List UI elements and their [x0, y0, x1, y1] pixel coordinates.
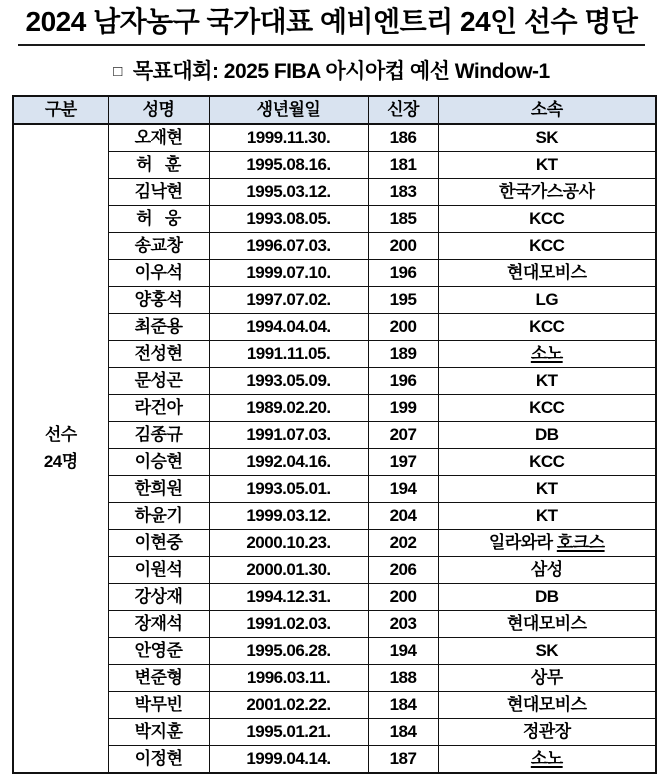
team-text-underlined: 소노 — [530, 343, 563, 363]
team-text: 현대모비스 — [506, 262, 587, 282]
subtitle-text: 목표대회: 2025 FIBA 아시아컵 예선 Window-1 — [132, 59, 550, 83]
table-row — [13, 637, 656, 664]
height-cell: 184 — [368, 691, 438, 718]
table-row — [13, 556, 656, 583]
dob-cell: 2000.01.30. — [209, 556, 368, 583]
table-row — [13, 421, 656, 448]
table-row — [13, 664, 656, 691]
header-row — [13, 96, 656, 124]
team-cell — [438, 556, 656, 583]
name-cell: 오재현 — [108, 124, 209, 152]
dob-cell: 2001.02.22. — [209, 691, 368, 718]
team-text: LG — [535, 289, 559, 309]
team-text: 상무 — [530, 667, 563, 687]
page-title: 2024 남자농구 국가대표 예비엔트리 24인 선수 명단 — [25, 6, 638, 37]
col-header-group: 구분 — [13, 96, 108, 124]
team-text: DB — [534, 586, 559, 606]
name-cell: 송교창 — [108, 232, 209, 259]
table-row — [13, 583, 656, 610]
team-cell — [438, 664, 656, 691]
dob-cell: 1989.02.20. — [209, 394, 368, 421]
height-cell: 194 — [368, 637, 438, 664]
team-cell — [438, 610, 656, 637]
table-row — [13, 124, 656, 152]
name-cell: 김종규 — [108, 421, 209, 448]
dob-cell: 1999.04.14. — [209, 745, 368, 773]
team-text: KT — [535, 505, 558, 525]
name-cell: 이승현 — [108, 448, 209, 475]
team-cell — [438, 502, 656, 529]
team-text-underlined: 소노 — [530, 748, 563, 768]
team-cell — [438, 583, 656, 610]
group-label-line: 24명 — [43, 452, 78, 472]
team-cell — [438, 313, 656, 340]
team-text: DB — [534, 424, 559, 444]
team-text: KCC — [529, 208, 565, 228]
dob-cell: 1993.08.05. — [209, 205, 368, 232]
table-row — [13, 529, 656, 556]
table-row — [13, 394, 656, 421]
dob-cell: 1991.02.03. — [209, 610, 368, 637]
name-cell: 강상재 — [108, 583, 209, 610]
name-cell: 박무빈 — [108, 691, 209, 718]
team-text: SK — [535, 640, 559, 660]
table-row — [13, 205, 656, 232]
team-cell — [438, 340, 656, 367]
team-text: 한국가스공사 — [498, 181, 595, 201]
team-cell — [438, 205, 656, 232]
height-cell: 184 — [368, 718, 438, 745]
name-cell: 김낙현 — [108, 178, 209, 205]
col-header-dob: 생년월일 — [209, 96, 368, 124]
height-cell: 204 — [368, 502, 438, 529]
dob-cell: 1994.04.04. — [209, 313, 368, 340]
team-text: KCC — [529, 235, 565, 255]
team-text: 현대모비스 — [506, 694, 587, 714]
team-text: KT — [535, 370, 558, 390]
team-cell — [438, 475, 656, 502]
dob-cell: 1999.07.10. — [209, 259, 368, 286]
height-cell: 200 — [368, 232, 438, 259]
team-cell — [438, 151, 656, 178]
team-cell — [438, 718, 656, 745]
group-label-line: 선수 — [44, 425, 77, 445]
col-header-team: 소속 — [438, 96, 656, 124]
table-row — [13, 286, 656, 313]
col-header-name: 성명 — [108, 96, 209, 124]
height-cell: 207 — [368, 421, 438, 448]
dob-cell: 1992.04.16. — [209, 448, 368, 475]
square-bullet-icon: □ — [113, 62, 122, 80]
name-cell: 이현중 — [108, 529, 209, 556]
name-cell: 장재석 — [108, 610, 209, 637]
height-cell: 200 — [368, 583, 438, 610]
dob-cell: 1991.07.03. — [209, 421, 368, 448]
height-cell: 195 — [368, 286, 438, 313]
name-cell: 한희원 — [108, 475, 209, 502]
name-cell: 이우석 — [108, 259, 209, 286]
dob-cell: 1999.11.30. — [209, 124, 368, 152]
height-cell: 202 — [368, 529, 438, 556]
team-cell — [438, 394, 656, 421]
team-text: 현대모비스 — [506, 613, 587, 633]
height-cell: 197 — [368, 448, 438, 475]
team-cell — [438, 367, 656, 394]
dob-cell: 1995.03.12. — [209, 178, 368, 205]
height-cell: 185 — [368, 205, 438, 232]
height-cell: 206 — [368, 556, 438, 583]
name-cell: 양홍석 — [108, 286, 209, 313]
team-text: 삼성 — [530, 559, 563, 579]
team-cell — [438, 178, 656, 205]
group-cell — [13, 124, 108, 773]
height-cell: 196 — [368, 259, 438, 286]
team-text: 정관장 — [522, 721, 571, 741]
name-cell: 허 훈 — [108, 151, 209, 178]
name-cell: 최준용 — [108, 313, 209, 340]
dob-cell: 1999.03.12. — [209, 502, 368, 529]
table-row — [13, 745, 656, 773]
team-cell — [438, 232, 656, 259]
name-cell: 하윤기 — [108, 502, 209, 529]
team-text: KCC — [529, 451, 565, 471]
team-cell — [438, 691, 656, 718]
dob-cell: 1995.06.28. — [209, 637, 368, 664]
name-cell: 라건아 — [108, 394, 209, 421]
height-cell: 186 — [368, 124, 438, 152]
dob-cell: 1994.12.31. — [209, 583, 368, 610]
players-table — [12, 95, 657, 774]
table-row — [13, 151, 656, 178]
table-row — [13, 691, 656, 718]
team-cell — [438, 286, 656, 313]
table-row — [13, 448, 656, 475]
height-cell: 181 — [368, 151, 438, 178]
dob-cell: 1993.05.09. — [209, 367, 368, 394]
team-text: KT — [535, 478, 558, 498]
table-row — [13, 367, 656, 394]
name-cell: 문성곤 — [108, 367, 209, 394]
team-cell — [438, 637, 656, 664]
subtitle — [0, 55, 663, 85]
dob-cell: 2000.10.23. — [209, 529, 368, 556]
height-cell: 183 — [368, 178, 438, 205]
players-tbody — [13, 124, 656, 773]
name-cell: 전성현 — [108, 340, 209, 367]
height-cell: 203 — [368, 610, 438, 637]
height-cell: 188 — [368, 664, 438, 691]
table-row — [13, 610, 656, 637]
height-cell: 200 — [368, 313, 438, 340]
height-cell: 196 — [368, 367, 438, 394]
name-cell: 이정현 — [108, 745, 209, 773]
dob-cell: 1991.11.05. — [209, 340, 368, 367]
dob-cell: 1993.05.01. — [209, 475, 368, 502]
name-cell: 허 웅 — [108, 205, 209, 232]
name-cell: 안영준 — [108, 637, 209, 664]
table-row — [13, 178, 656, 205]
table-row — [13, 313, 656, 340]
table-row — [13, 502, 656, 529]
height-cell: 199 — [368, 394, 438, 421]
name-cell: 변준형 — [108, 664, 209, 691]
name-cell: 박지훈 — [108, 718, 209, 745]
team-text: KCC — [529, 316, 565, 336]
team-text-underlined: 호크스 — [556, 532, 605, 552]
height-cell: 189 — [368, 340, 438, 367]
table-row — [13, 718, 656, 745]
dob-cell: 1995.08.16. — [209, 151, 368, 178]
dob-cell: 1995.01.21. — [209, 718, 368, 745]
team-text: 일라와라 — [488, 532, 557, 552]
team-cell — [438, 259, 656, 286]
team-text: SK — [535, 127, 559, 147]
team-text: KCC — [529, 397, 565, 417]
dob-cell: 1997.07.02. — [209, 286, 368, 313]
col-header-height: 신장 — [368, 96, 438, 124]
table-row — [13, 232, 656, 259]
title-divider — [18, 44, 645, 46]
team-cell — [438, 745, 656, 773]
team-cell — [438, 124, 656, 152]
height-cell: 194 — [368, 475, 438, 502]
table-row — [13, 259, 656, 286]
name-cell: 이원석 — [108, 556, 209, 583]
height-cell: 187 — [368, 745, 438, 773]
team-cell — [438, 529, 656, 556]
table-row — [13, 475, 656, 502]
dob-cell: 1996.07.03. — [209, 232, 368, 259]
team-text: KT — [535, 154, 558, 174]
team-cell — [438, 421, 656, 448]
table-row — [13, 340, 656, 367]
team-cell — [438, 448, 656, 475]
dob-cell: 1996.03.11. — [209, 664, 368, 691]
